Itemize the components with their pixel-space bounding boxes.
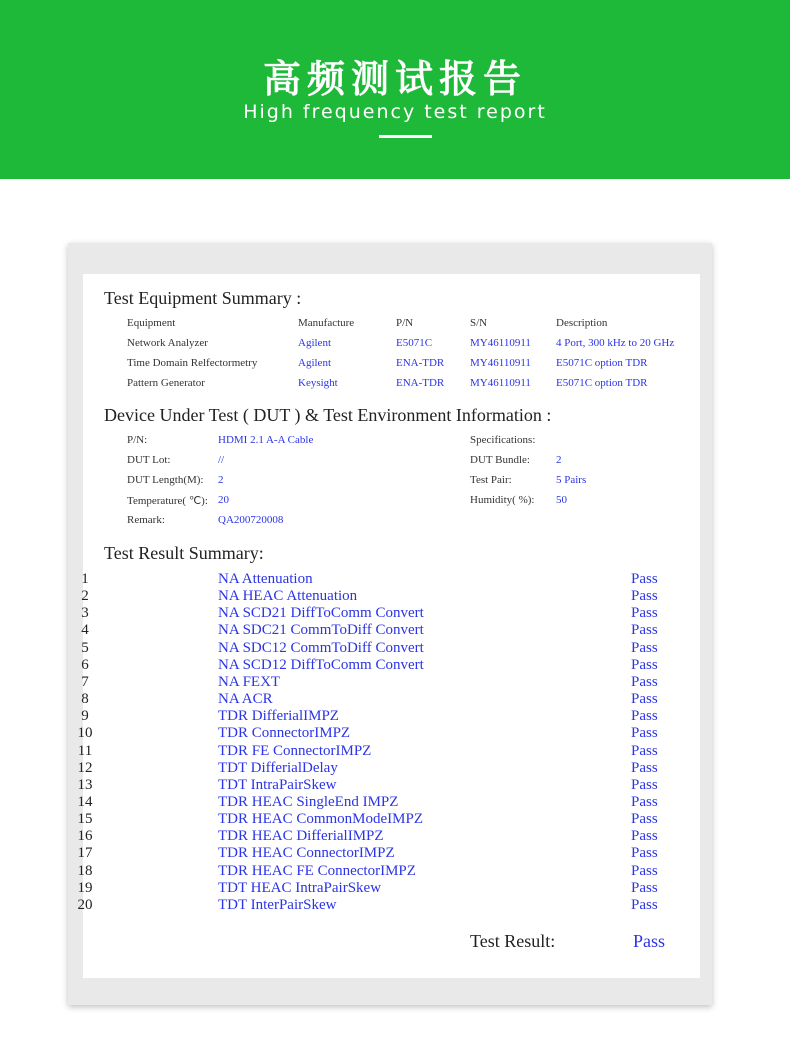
result-test-name: NA HEAC Attenuation	[218, 588, 358, 605]
equipment-name: Pattern Generator	[127, 377, 205, 389]
result-number: 2	[81, 588, 89, 605]
temperature-value: 20	[218, 494, 229, 506]
result-test-name: TDR DifferialIMPZ	[218, 708, 339, 725]
result-test-name: TDT InterPairSkew	[218, 896, 337, 913]
equipment-heading: Test Equipment Summary :	[104, 288, 302, 308]
result-number: 8	[81, 691, 89, 708]
result-status: Pass	[631, 708, 658, 725]
final-result-label: Test Result:	[470, 931, 556, 951]
result-number: 4	[81, 622, 89, 639]
dut-lot-value: //	[218, 454, 225, 466]
result-number: 10	[77, 725, 93, 742]
result-test-name: NA SCD12 DiffToComm Convert	[218, 656, 424, 673]
result-test-name: NA Attenuation	[218, 571, 313, 587]
equipment-sn: MY46110911	[470, 357, 531, 369]
humidity-value: 50	[556, 494, 567, 506]
result-status: Pass	[631, 725, 658, 742]
result-status: Pass	[631, 691, 658, 708]
result-number: 17	[77, 845, 93, 862]
dut-bundle-value: 2	[556, 454, 562, 466]
equipment-description: E5071C option TDR	[556, 377, 648, 389]
result-number: 11	[77, 742, 93, 759]
result-number: 12	[77, 759, 93, 776]
equipment-col-header: Equipment	[127, 317, 176, 329]
result-test-name: NA ACR	[218, 691, 273, 708]
dut-length-value: 2	[218, 474, 224, 486]
result-test-name: TDR ConnectorIMPZ	[218, 725, 351, 742]
equipment-col-header: S/N	[470, 317, 488, 329]
equipment-manufacture: Agilent	[298, 337, 331, 349]
result-status: Pass	[631, 896, 658, 913]
result-test-name: TDR HEAC SingleEnd IMPZ	[218, 793, 399, 810]
result-number: 1	[81, 571, 89, 587]
result-number: 14	[77, 793, 93, 810]
equipment-name: Network Analyzer	[127, 337, 208, 349]
result-status: Pass	[631, 571, 658, 587]
result-test-name: TDT IntraPairSkew	[218, 776, 337, 793]
equipment-manufacture: Agilent	[298, 357, 331, 369]
report-subtitle: High frequency test report	[243, 101, 547, 123]
test-pair-label: Test Pair:	[470, 474, 512, 486]
header-banner	[0, 0, 790, 179]
pn-label: P/N:	[127, 434, 148, 446]
result-status: Pass	[631, 656, 658, 673]
result-number: 3	[81, 605, 89, 622]
equipment-sn: MY46110911	[470, 377, 531, 389]
result-number: 19	[77, 879, 93, 896]
result-number: 18	[77, 862, 93, 879]
temperature-label: Temperature( ℃):	[127, 495, 208, 507]
result-test-name: TDR HEAC FE ConnectorIMPZ	[218, 862, 416, 879]
result-test-name: TDT HEAC IntraPairSkew	[218, 879, 382, 896]
result-status: Pass	[631, 793, 658, 810]
equipment-col-header: P/N	[396, 317, 414, 329]
equipment-col-header: Description	[556, 317, 608, 329]
result-number: 16	[77, 828, 93, 845]
result-test-name: NA SCD21 DiffToComm Convert	[218, 605, 424, 622]
result-test-name: TDR HEAC CommonModeIMPZ	[218, 811, 424, 828]
dut-lot-label: DUT Lot:	[127, 454, 171, 466]
result-test-name: TDR HEAC ConnectorIMPZ	[218, 845, 395, 862]
equipment-pn: ENA-TDR	[396, 357, 445, 369]
result-number: 13	[77, 776, 93, 793]
test-pair-value: 5 Pairs	[556, 474, 587, 486]
result-status: Pass	[631, 811, 658, 828]
result-status: Pass	[631, 673, 658, 690]
dut-heading: Device Under Test ( DUT ) & Test Environment Information :	[104, 405, 552, 425]
result-status: Pass	[631, 862, 658, 879]
result-status: Pass	[631, 759, 658, 776]
specifications-label: Specifications:	[470, 434, 536, 446]
equipment-description: 4 Port, 300 kHz to 20 GHz	[556, 337, 675, 349]
result-status: Pass	[631, 605, 658, 622]
dut-length-label: DUT Length(M):	[127, 474, 204, 486]
result-status: Pass	[631, 776, 658, 793]
result-status: Pass	[631, 879, 658, 896]
results-heading: Test Result Summary:	[104, 543, 264, 563]
humidity-label: Humidity( %):	[470, 494, 535, 506]
title-underline	[379, 135, 432, 138]
result-number: 9	[81, 708, 89, 725]
result-number: 7	[81, 673, 89, 690]
result-status: Pass	[631, 742, 658, 759]
equipment-col-header: Manufacture	[298, 317, 355, 329]
result-status: Pass	[631, 588, 658, 605]
result-test-name: NA SDC12 CommToDiff Convert	[218, 639, 424, 656]
report-title: 高频测试报告	[262, 57, 527, 101]
result-status: Pass	[631, 845, 658, 862]
remark-label: Remark:	[127, 514, 165, 526]
result-number: 20	[77, 896, 93, 913]
result-number: 15	[77, 811, 93, 828]
result-test-name: TDR FE ConnectorIMPZ	[218, 742, 372, 759]
result-test-name: TDT DifferialDelay	[218, 759, 338, 776]
equipment-description: E5071C option TDR	[556, 357, 648, 369]
equipment-manufacture: Keysight	[298, 377, 338, 389]
pn-value: HDMI 2.1 A-A Cable	[218, 434, 314, 446]
result-status: Pass	[631, 622, 658, 639]
result-number: 5	[81, 639, 89, 656]
equipment-pn: E5071C	[396, 337, 433, 349]
equipment-sn: MY46110911	[470, 337, 531, 349]
final-result-value: Pass	[633, 931, 666, 951]
result-status: Pass	[631, 639, 658, 656]
result-test-name: NA SDC21 CommToDiff Convert	[218, 622, 424, 639]
result-test-name: NA FEXT	[218, 673, 281, 690]
result-number: 6	[81, 656, 89, 673]
equipment-pn: ENA-TDR	[396, 377, 445, 389]
remark-value: QA200720008	[218, 514, 284, 526]
result-status: Pass	[631, 828, 658, 845]
equipment-name: Time Domain Relfectormetry	[127, 357, 258, 369]
dut-bundle-label: DUT Bundle:	[470, 454, 530, 466]
result-test-name: TDR HEAC DifferialIMPZ	[218, 828, 384, 845]
